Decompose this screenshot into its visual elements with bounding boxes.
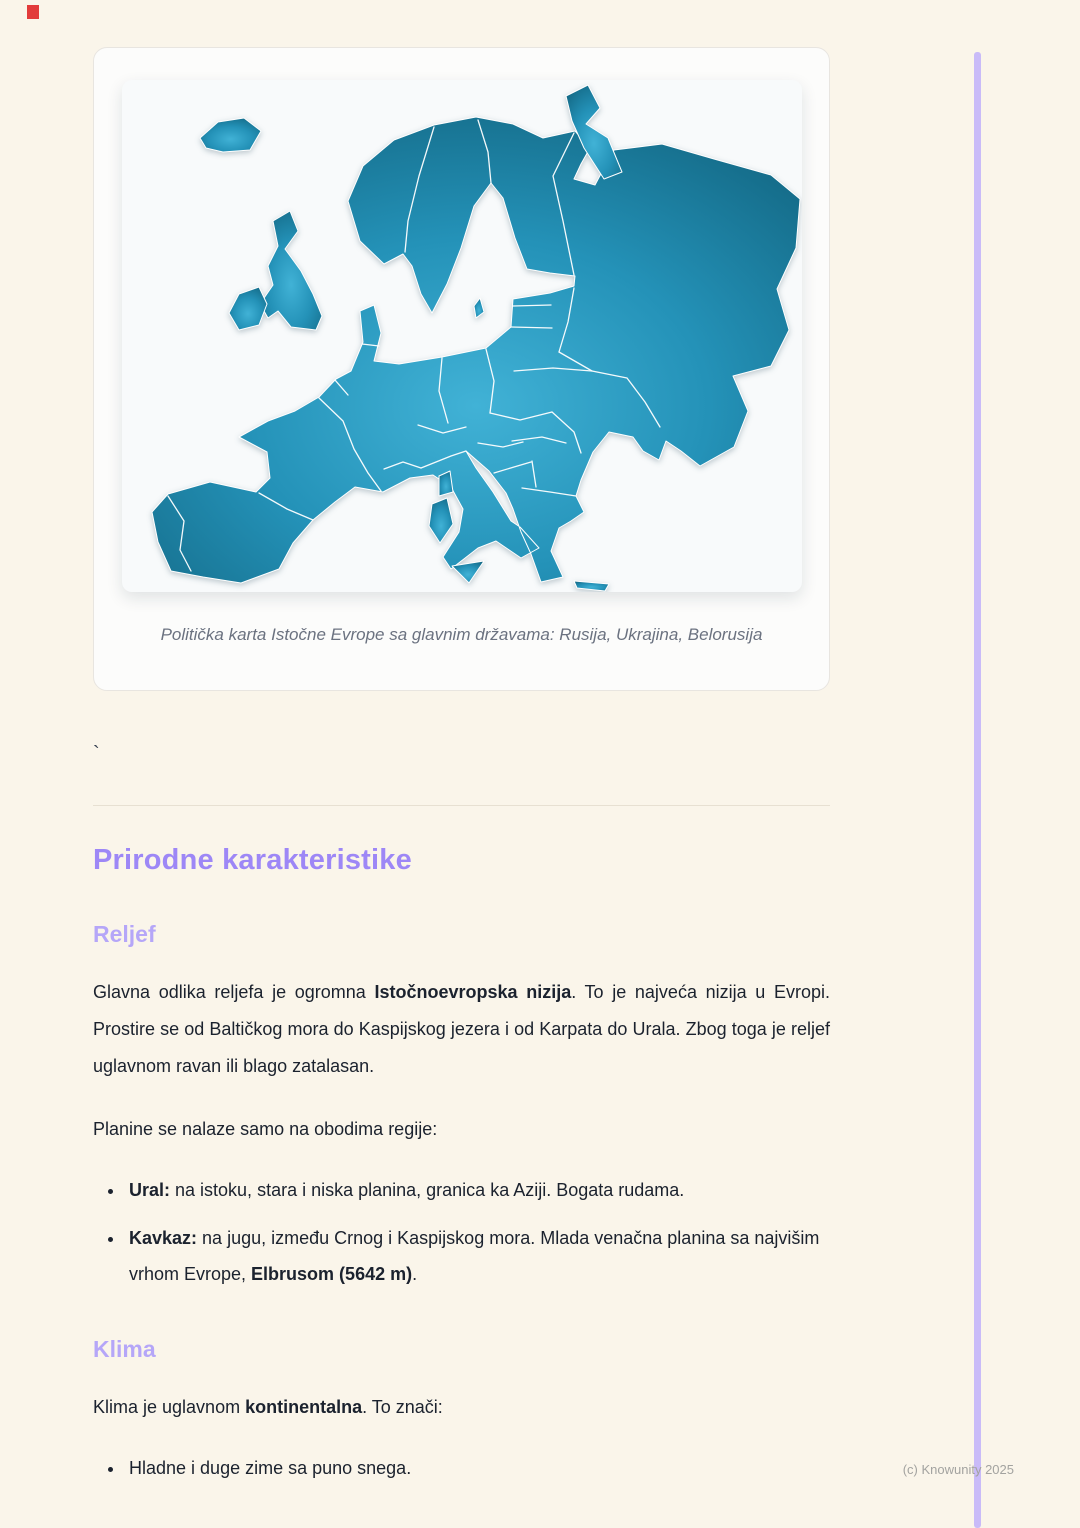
text: na jugu, između Crnog i Kaspijskog mora. Mlada venačna planina sa najvišim vrhom Evrope,: [129, 1227, 820, 1284]
relief-paragraph-main: [93, 974, 830, 1085]
text: Glavna odlika reljefa je ogromna: [93, 982, 375, 1003]
island-iceland: [200, 118, 261, 152]
list-item: [125, 1220, 830, 1292]
island-great-britain: [260, 211, 322, 330]
content-column: [93, 47, 830, 1498]
bold-text: Elbrusom (5642 m): [251, 1263, 413, 1284]
relief-bullet-list: [93, 1172, 830, 1292]
section-heading: Prirodne karakteristike: [93, 844, 412, 877]
island-ireland: [229, 287, 267, 330]
island-crete: [574, 581, 609, 591]
map-frame: [122, 80, 802, 592]
text: Klima je uglavnom: [93, 1396, 246, 1417]
europe-map: [122, 80, 802, 592]
watermark: (c) Knowunity 2025: [902, 1462, 1014, 1477]
bold-text: Kavkaz:: [129, 1227, 198, 1248]
map-caption: Politička karta Istočne Evrope sa glavnim državama: Rusija, Ukrajina, Belorusija: [160, 625, 763, 644]
island-corsica: [439, 471, 453, 496]
red-marker: [27, 5, 39, 19]
text: Hladne i duge zime sa puno snega.: [129, 1457, 412, 1478]
subsection-heading-klima: Klima: [93, 1335, 156, 1362]
right-accent-bar: [974, 52, 981, 1528]
text: . To znači:: [362, 1396, 443, 1417]
subsection-heading-relief: Reljef: [93, 921, 156, 948]
island-sardinia: [429, 498, 453, 543]
bold-text: Istočnoevropska nizija: [374, 982, 572, 1003]
relief-paragraph-intro-list: Planine se nalaze samo na obodima regije:: [93, 1119, 438, 1140]
island-gotland: [474, 298, 484, 318]
section-divider: [93, 805, 830, 806]
bold-text: Ural:: [129, 1179, 171, 1200]
europe-mainland: [152, 117, 800, 583]
climate-bullet-list: [93, 1450, 830, 1486]
backtick-mark: `: [93, 743, 100, 766]
text: na istoku, stara i niska planina, granica ka Aziji. Bogata rudama.: [170, 1179, 685, 1200]
text: .: [412, 1263, 418, 1284]
map-card: [93, 47, 830, 691]
list-item: [125, 1172, 830, 1208]
climate-paragraph-main: [93, 1389, 830, 1426]
bold-text: kontinentalna: [245, 1396, 363, 1417]
text: . To je najveća nizija u Evropi. Prostire se od Baltičkog mora do Kaspijskog jezera i od Karpata do Urala. Zbog toga je reljef uglavnom ravan ili blago zatalasan.: [93, 982, 831, 1077]
list-item: [125, 1450, 830, 1486]
